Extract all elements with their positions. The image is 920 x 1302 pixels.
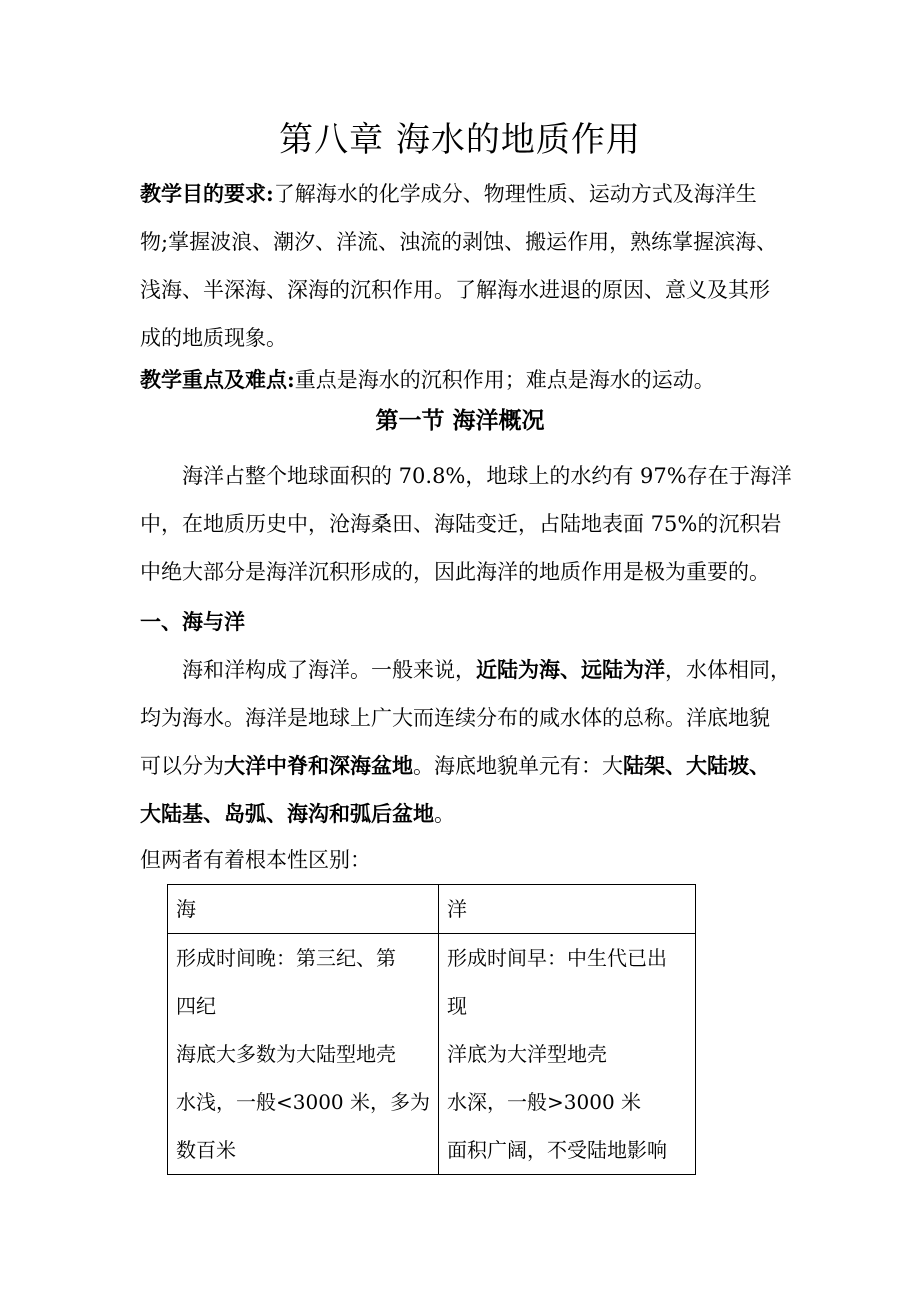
objectives-line: 浅海、半深海、深海的沉积作用。了解海水进退的原因、意义及其形 — [140, 278, 770, 302]
emphasis-text: 大洋中脊和深海盆地 — [224, 753, 413, 778]
objectives-line: 物;掌握波浪、潮汐、洋流、浊流的剥蚀、搬运作用，熟练掌握滨海、 — [140, 230, 778, 254]
comparison-table — [167, 884, 696, 1175]
text-run: 海和洋构成了海洋。一般来说， — [182, 658, 476, 682]
cell-line: 现 — [447, 994, 468, 1018]
header-sea: 海 — [168, 885, 439, 934]
emphasis-text: 陆架、大陆坡、 — [623, 753, 770, 778]
objectives-line: 了解海水的化学成分、物理性质、运动方式及海洋生 — [273, 182, 757, 206]
cell-line: 四纪 — [176, 994, 216, 1018]
keypoints-label: 教学重点及难点: — [140, 367, 295, 392]
intro-line: 中，在地质历史中，沧海桑田、海陆变迁，占陆地表面 75%的沉积岩 — [140, 512, 782, 536]
objectives-line: 成的地质现象。 — [140, 326, 287, 350]
text-run: 可以分为 — [140, 754, 224, 778]
text-run: ，水体相同， — [665, 658, 791, 682]
chapter-title: 第八章 海水的地质作用 — [279, 120, 641, 160]
intro-paragraph — [140, 452, 790, 596]
subsection-heading: 一、海与洋 — [140, 609, 245, 634]
intro-line: 海洋占整个地球面积的 70.8%，地球上的水约有 97%存在于海洋 — [182, 464, 792, 488]
cell-line: 水浅，一般<3000 米，多为 — [176, 1090, 431, 1114]
keypoints-text: 重点是海水的沉积作用；难点是海水的运动。 — [294, 368, 715, 392]
text-run: 。 — [434, 802, 455, 826]
cell-line: 数百米 — [176, 1138, 236, 1162]
text-run: 。海底地貌单元有：大 — [413, 754, 623, 778]
table-header-row — [168, 885, 696, 934]
text-line: 均为海水。海洋是地球上广大而连续分布的咸水体的总称。洋底地貌 — [140, 706, 770, 730]
cell-line: 洋底为大洋型地壳 — [447, 1042, 608, 1066]
sea-cell — [168, 934, 439, 1175]
header-ocean: 洋 — [439, 885, 696, 934]
objectives-paragraph — [140, 170, 790, 362]
objectives-label: 教学目的要求: — [140, 181, 274, 206]
difference-note: 但两者有着根本性区别： — [140, 848, 371, 872]
cell-line: 形成时间早：中生代已出 — [447, 946, 668, 970]
section-title: 第一节 海洋概况 — [375, 407, 545, 434]
ocean-cell — [439, 934, 696, 1175]
keypoints-paragraph — [140, 356, 790, 404]
cell-line: 形成时间晚：第三纪、第 — [176, 946, 396, 970]
cell-line: 海底大多数为大陆型地壳 — [176, 1042, 396, 1066]
cell-line: 面积广阔，不受陆地影响 — [447, 1138, 668, 1162]
emphasis-text: 大陆基、岛弧、海沟和弧后盆地 — [140, 801, 434, 826]
table-row — [168, 934, 696, 1175]
emphasis-text: 近陆为海、远陆为洋 — [476, 657, 665, 682]
intro-line: 中绝大部分是海洋沉积形成的，因此海洋的地质作用是极为重要的。 — [140, 560, 770, 584]
cell-line: 水深，一般>3000 米 — [447, 1090, 642, 1114]
sea-ocean-paragraph — [140, 646, 790, 838]
